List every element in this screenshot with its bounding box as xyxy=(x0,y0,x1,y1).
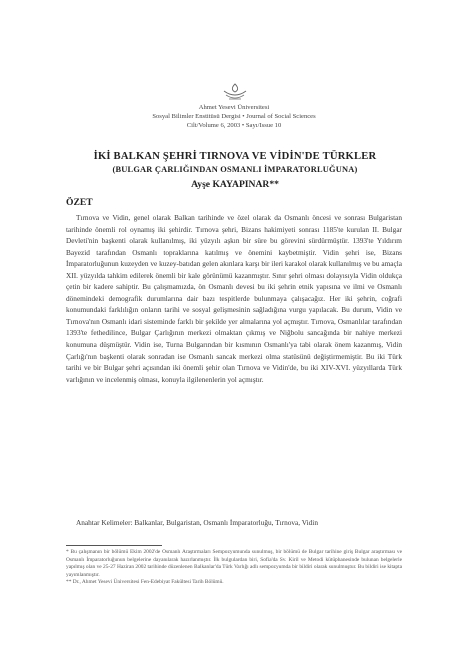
article-subtitle: (BULGAR ÇARLIĞINDAN OSMANLI İMPARATORLUĞUNA) xyxy=(112,165,358,174)
abstract-body xyxy=(66,212,402,385)
journal-title: Sosyal Bilimler Enstitüsü Dergisi • Journal of Social Sciences xyxy=(152,113,316,120)
journal-university-name: Ahmet Yesevi Üniversitesi xyxy=(198,104,270,111)
keywords-line xyxy=(66,517,402,529)
keywords-text: Anahtar Kelimeler: Balkanlar, Bulgaristan, Osmanlı İmparatorluğu, Tırnova, Vidin xyxy=(76,518,318,527)
article-author: Ayşe KAYAPINAR** xyxy=(191,179,279,190)
footnote-2: ** Dr., Ahmet Yesevi Üniversitesi Fen-Edebiyat Fakültesi Tarih Bölümü. xyxy=(66,579,224,586)
abstract-paragraph: Tırnova ve Vidin, genel olarak Balkan tarihinde ve özel olarak da Osmanlı öncesi ve sonrası Bulgaristan tarihinde önemli rol oynamış iki şehirdir. Tırnova şehri, Bizans hakimiyeti sonrası 1185'te kurulan II. Bulgar Devleti'nin başkenti olarak kullanılmış, iki yüzyılı aşkın bir süre bu görevini sürdürmüştür. 1393'te Yıldırım Bayezid tarafından Osmanlı topraklarına katılmış ve önemini kaybetmiştir. Vidin şehri ise, Bizans İmparatorluğunun kuzeyden ve kuzey-batıdan gelen akınlara karşı bir ileri karakol olarak kullanılmış ve bu amaçla XII. yüzyılda tahkim edilerek önemli bir kale görünümü kazanmıştır. Sınır şehri olması dolayısıyla Vidin oldukça çetin bir kadere sahiptir. Bu çalışmamızda, ön Osmanlı devesi bu iki şehrin etnik yapısına ve ilmi ve Osmanlı dönemindeki demografik durumlarına dair bazı tespitlerde bulunmaya çalışacağız. Her iki şehrin, coğrafi konumundaki farklılığın onların tarihi ve sosyal gelişmesinin sağladığına vurgu yapılacak. Bu durum, Vidin ve Tırnova'nın Osmanlı idari sisteminde farklı bir şekilde yer almalarına yol açmıştır. Tırnova, Osmanlılar tarafından 1393'te fethedilince, Bulgar Çarlığının merkezi olmaktan çıkmış ve Niğbolu sancağında bir nahiye merkezi konumuna düşmüştür. Vidin ise, Turna Bulgarından bir kısmının Osmanlı'ya tabi olarak önem kazanmış, Vidin Çarlığı'nın başkenti olarak sonradan ise Osmanlı sancak merkezi olma statüsünü değiştirmemiştir. Bu iki Türk tarihi ve bir Bulgar şehri açısından iki önemli şehir olan Tırnova ve Vidin'de, bu iki XIV-XVI. yüzyıllarda Türk varlığının ve incelenmiş olması, konuyla ilgilenenlerin yol açmıştır. xyxy=(66,213,402,384)
footnotes xyxy=(66,549,402,587)
journal-volume-issue: Cilt/Volume 6, 2003 • Sayı/Issue 10 xyxy=(186,122,282,129)
university-emblem-icon xyxy=(218,82,252,102)
article-title: İKİ BALKAN ŞEHRİ TIRNOVA VE VİDİN'DE TÜRKLER xyxy=(93,151,377,162)
footnote-divider xyxy=(66,545,162,546)
abstract-heading: ÖZET xyxy=(66,197,93,208)
footnote-1: * Bu çalışmanın bir bölümü Ekim 2002'de Osmanlı Araştırmaları Sempozyumunda sunulmuş, bir bölümü de Bulgar tarihine giriş Bulgar araştırması ve Osmanlı İmparatorluğunun belgelerine dayanılarak hazırlanmıştır. İlk bulgulardan biri, Sofia'da Sv. Kiril ve Metodi kütüphanesinde bulunan belgelerle yapılmış olan ve 25-27 Haziran 2002 tarihinde düzenlenen Balkanlar'da Türk Varlığı adlı sempozyumda bir bildiri olarak sunulmuştur. Bu bildiri ise kitapta yayımlanmıştır. xyxy=(66,549,402,578)
